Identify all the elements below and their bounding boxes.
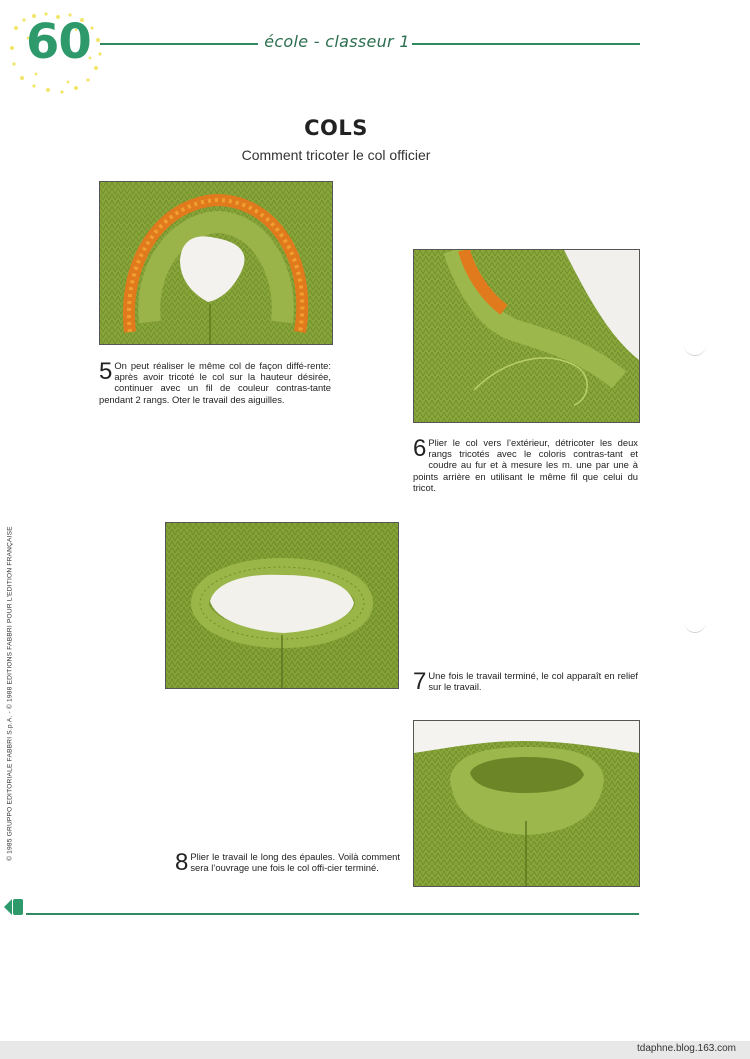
section-title: école - classeur 1 xyxy=(264,32,410,51)
binder-hole-bottom xyxy=(684,620,706,633)
step-5-number: 5 xyxy=(99,358,113,385)
header-rule-right xyxy=(412,43,640,45)
caption-step-8 xyxy=(175,851,400,874)
page-number: 60 xyxy=(26,14,91,70)
watermark: tdaphne.blog.163.com xyxy=(637,1043,736,1054)
step-8-text: Plier le travail le long des épaules. Voilà comment sera l’ouvrage une fois le col offi-cier terminé. xyxy=(190,851,400,874)
photo-step-8 xyxy=(413,720,640,887)
caption-step-7 xyxy=(413,670,638,693)
footer-rule xyxy=(26,913,639,915)
caption-step-5 xyxy=(99,360,331,405)
header-rule-left xyxy=(100,43,258,45)
photo-step-7 xyxy=(165,522,399,689)
page-title: COLS xyxy=(304,116,368,140)
step-7-number: 7 xyxy=(413,668,427,695)
back-arrow-icon xyxy=(2,898,24,916)
binder-hole-top xyxy=(684,343,706,356)
step-8-number: 8 xyxy=(175,849,189,876)
step-6-text: Plier le col vers l’extérieur, détricoter les deux rangs tricotés avec le coloris contras-tant et coudre au fur et à mesure les m. une par une à points arrière en utilisant le même fil que celui du tricot. xyxy=(413,437,638,493)
photo-step-6 xyxy=(413,249,640,423)
step-7-text: Une fois le travail terminé, le col apparaît en relief sur le travail. xyxy=(428,670,638,693)
step-5-text: On peut réaliser le même col de façon diffé-rente: après avoir tricoté le col sur la hauteur désirée, continuer avec un fil de couleur contras-tante pendant 2 rangs. Oter le travail des aiguilles. xyxy=(99,360,331,405)
step-6-number: 6 xyxy=(413,435,427,462)
photo-step-5 xyxy=(99,181,333,345)
copyright-notice: © 1985 GRUPPO EDITORIALE FABBRI S.p.A. - © 1988 EDITIONS FABBRI POUR L'EDITION FRANÇAISE xyxy=(6,526,14,861)
page-subtitle: Comment tricoter le col officier xyxy=(241,147,431,163)
caption-step-6 xyxy=(413,437,638,493)
